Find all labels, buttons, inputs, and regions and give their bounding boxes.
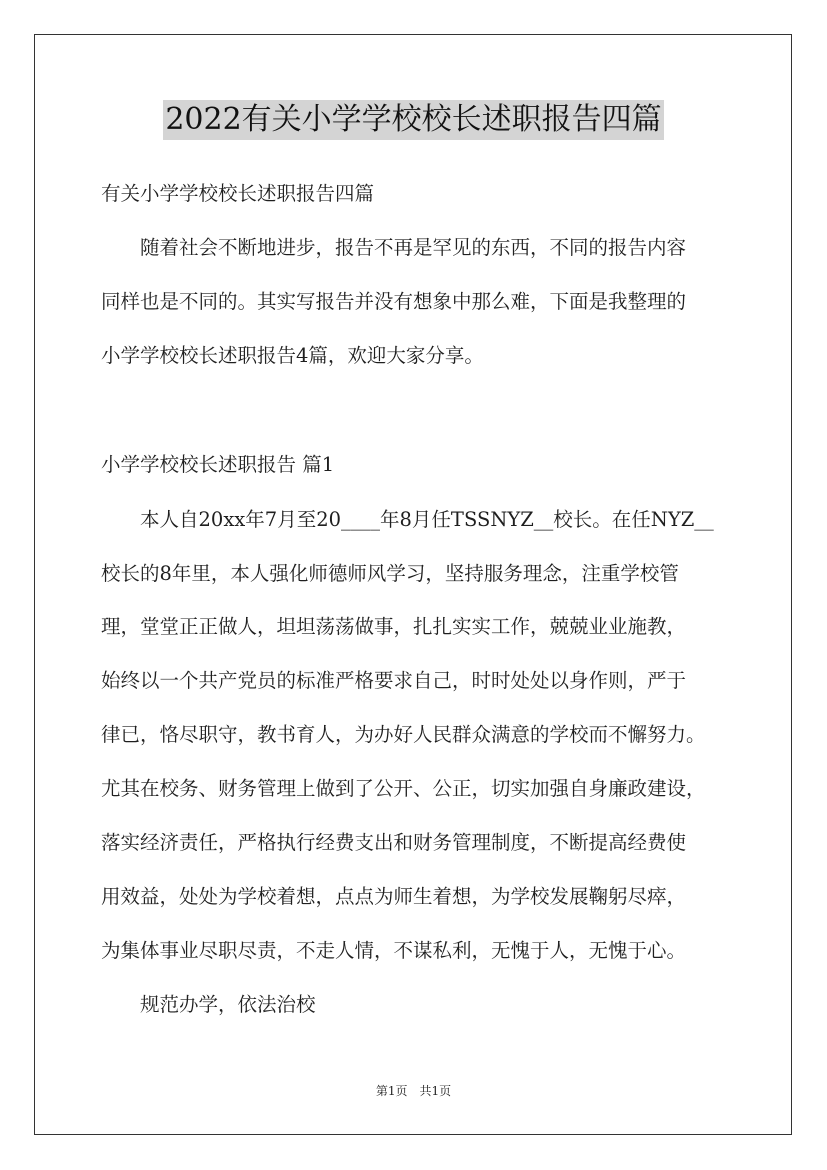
body-line: 理，堂堂正正做人，坦坦荡荡做事，扎扎实实工作，兢兢业业施教， <box>101 615 687 638</box>
section-heading: 小学学校校长述职报告 篇1 <box>101 453 335 476</box>
body-line: 始终以一个共产党员的标准严格要求自己，时时处处以身作则，严于 <box>101 669 687 692</box>
page-footer: 第1页 共1页 <box>375 1084 452 1098</box>
title-container <box>0 100 827 140</box>
intro-line: 同样也是不同的。其实写报告并没有想象中那么难，下面是我整理的 <box>101 290 687 313</box>
intro-line: 小学学校校长述职报告4篇，欢迎大家分享。 <box>101 344 484 367</box>
body-line: 落实经济责任，严格执行经费支出和财务管理制度，不断提高经费使 <box>101 831 687 854</box>
document-title: 2022有关小学学校校长述职报告四篇 <box>163 100 663 140</box>
body-line: 本人自20xx年7月至20____年8月任TSSNYZ__校长。在任NYZ__ <box>140 508 714 531</box>
body-line: 尤其在校务、财务管理上做到了公开、公正，切实加强自身廉政建设， <box>101 777 706 800</box>
body-line: 律已，恪尽职守，教书育人，为办好人民群众满意的学校而不懈努力。 <box>101 723 706 746</box>
intro-line: 随着社会不断地进步，报告不再是罕见的东西，不同的报告内容 <box>140 236 687 259</box>
section-subheading: 规范办学，依法治校 <box>140 993 316 1016</box>
body-line: 用效益，处处为学校着想，点点为师生着想，为学校发展鞠躬尽瘁， <box>101 885 687 908</box>
body-line: 为集体事业尽职尽责，不走人情，不谋私利，无愧于人，无愧于心。 <box>101 939 687 962</box>
body-line: 校长的8年里，本人强化师德师风学习，坚持服务理念，注重学校管 <box>101 562 679 585</box>
document-subtitle: 有关小学学校校长述职报告四篇 <box>101 182 375 205</box>
